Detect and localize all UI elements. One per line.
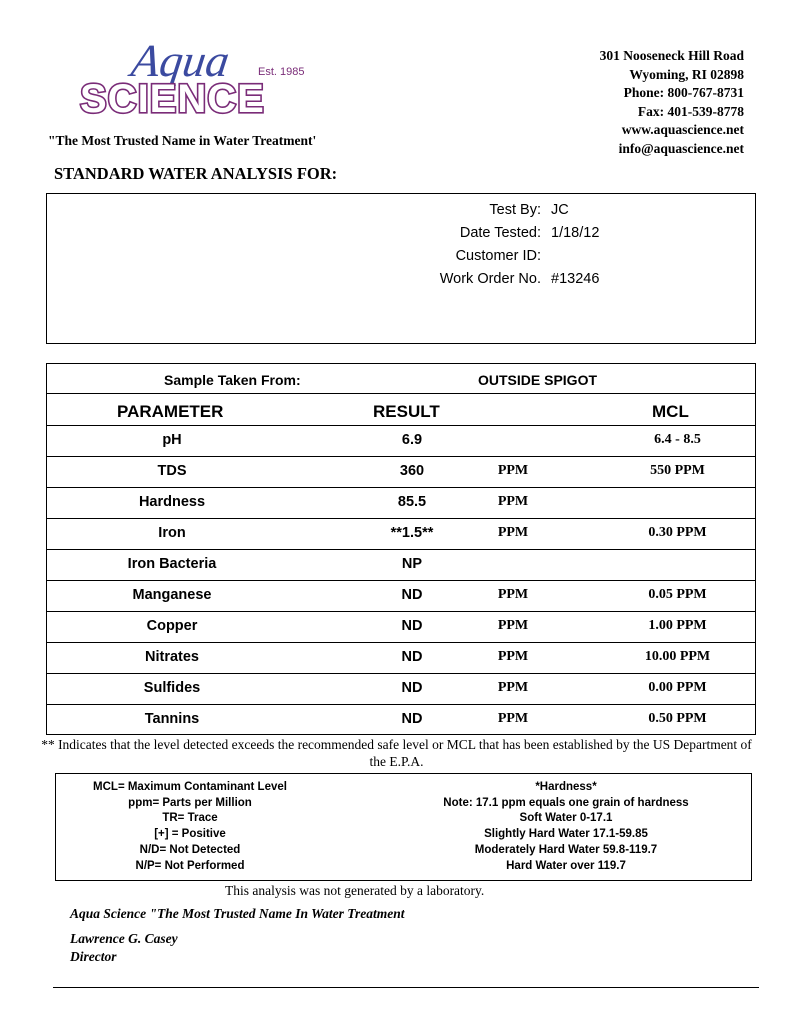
- row-unit: PPM: [497, 618, 529, 633]
- legend-not-detected: N/D= Not Detected: [139, 843, 241, 856]
- row-parameter: Manganese: [132, 587, 212, 603]
- row-divider: [47, 549, 755, 550]
- row-divider: [47, 580, 755, 581]
- logo-name-text: SCIENCE: [80, 77, 265, 121]
- row-divider: [47, 642, 755, 643]
- address-city: Wyoming, RI 02898: [629, 66, 744, 82]
- date-tested-value: 1/18/12: [551, 225, 600, 241]
- address-phone: Phone: 800-767-8731: [623, 85, 744, 101]
- results-table: [46, 363, 756, 735]
- legend-ppm: ppm= Parts per Million: [128, 796, 252, 809]
- address-website[interactable]: www.aquascience.net: [621, 122, 744, 138]
- work-order-label: Work Order No.: [439, 271, 541, 287]
- row-unit: PPM: [497, 649, 529, 664]
- row-unit: PPM: [497, 463, 529, 478]
- company-tagline: "The Most Trusted Name in Water Treatment': [48, 133, 317, 148]
- row-mcl: 0.50 PPM: [648, 711, 707, 726]
- customer-id-label: Customer ID:: [455, 248, 541, 264]
- row-result: ND: [401, 711, 423, 727]
- company-address: [600, 47, 744, 159]
- disclaimer: This analysis was not generated by a laboratory.: [225, 883, 485, 898]
- row-parameter: Copper: [146, 618, 198, 634]
- legend-trace: TR= Trace: [162, 812, 218, 825]
- row-mcl: 10.00 PPM: [644, 649, 711, 664]
- hardness-note: Note: 17.1 ppm equals one grain of hardness: [443, 796, 689, 809]
- row-mcl: 0.30 PPM: [648, 525, 707, 540]
- hardness-moderately: Moderately Hard Water 59.8-119.7: [474, 843, 658, 856]
- hardness-title: *Hardness*: [535, 781, 597, 793]
- page-title: STANDARD WATER ANALYSIS FOR:: [54, 164, 338, 183]
- row-mcl: 0.00 PPM: [648, 680, 707, 695]
- row-result: 360: [399, 463, 425, 479]
- row-parameter: Iron: [158, 525, 186, 541]
- row-unit: PPM: [497, 680, 529, 695]
- row-unit: PPM: [497, 494, 529, 509]
- row-result: ND: [401, 680, 423, 696]
- test-by-value: JC: [551, 202, 569, 218]
- exceeds-footnote: ** Indicates that the level detected exceeds the recommended safe level or MCL that has been established by the US Department of the E.P.A.: [41, 737, 752, 769]
- row-parameter: Nitrates: [145, 649, 199, 665]
- test-info-box: [46, 193, 756, 344]
- address-street: 301 Nooseneck Hill Road: [599, 48, 744, 63]
- header-parameter: PARAMETER: [117, 402, 224, 421]
- legend-not-performed: N/P= Not Performed: [135, 859, 245, 872]
- row-divider: [47, 487, 755, 488]
- legend-positive: [+] = Positive: [154, 828, 226, 841]
- abbreviations-legend: [56, 780, 324, 874]
- logo-est-text: Est. 1985: [258, 66, 305, 78]
- bottom-divider: [53, 987, 759, 988]
- hardness-hard: Hard Water over 119.7: [506, 859, 626, 872]
- hardness-soft: Soft Water 0-17.1: [519, 812, 613, 825]
- row-divider: [47, 673, 755, 674]
- row-result: ND: [401, 587, 423, 603]
- row-mcl: 6.4 - 8.5: [654, 432, 701, 447]
- row-divider: [47, 456, 755, 457]
- row-divider: [47, 518, 755, 519]
- work-order-value: #13246: [551, 271, 600, 287]
- signer-name: Lawrence G. Casey: [70, 931, 178, 946]
- row-result: 6.9: [401, 432, 423, 448]
- sample-label: Sample Taken From:: [164, 372, 301, 388]
- row-unit: PPM: [497, 525, 529, 540]
- company-logo: [76, 32, 326, 124]
- header-result: RESULT: [373, 402, 440, 421]
- row-parameter: pH: [162, 432, 182, 448]
- row-divider: [47, 704, 755, 705]
- row-result: 85.5: [397, 494, 427, 510]
- row-unit: PPM: [497, 711, 529, 726]
- date-tested-label: Date Tested:: [459, 225, 541, 241]
- sample-value: OUTSIDE SPIGOT: [478, 372, 598, 388]
- row-parameter: Hardness: [138, 494, 206, 510]
- row-mcl: 550 PPM: [650, 463, 705, 478]
- legend-mcl: MCL= Maximum Contaminant Level: [93, 781, 287, 793]
- row-result: ND: [401, 649, 423, 665]
- row-result: **1.5**: [390, 525, 434, 541]
- row-parameter: Tannins: [144, 711, 200, 727]
- address-email[interactable]: info@aquascience.net: [618, 140, 744, 156]
- row-divider: [47, 611, 755, 612]
- row-result: ND: [401, 618, 423, 634]
- row-parameter: TDS: [157, 463, 187, 479]
- legend-box: [55, 773, 752, 881]
- header-mcl: MCL: [652, 402, 689, 421]
- row-unit: PPM: [497, 587, 529, 602]
- address-fax: Fax: 401-539-8778: [637, 103, 744, 119]
- signer-role: Director: [70, 949, 117, 964]
- row-result: NP: [401, 556, 423, 572]
- signature-block: [70, 930, 178, 966]
- hardness-slightly: Slightly Hard Water 17.1-59.85: [484, 828, 648, 841]
- test-by-label: Test By:: [489, 202, 541, 218]
- row-mcl: 0.05 PPM: [648, 587, 707, 602]
- signature-company-line: Aqua Science "The Most Trusted Name In Water Treatment: [70, 906, 405, 921]
- row-parameter: Iron Bacteria: [127, 556, 217, 572]
- row-mcl: 1.00 PPM: [648, 618, 707, 633]
- hardness-legend: [396, 780, 736, 874]
- logo-script-text: Aqua: [128, 35, 233, 86]
- row-parameter: Sulfides: [143, 680, 201, 696]
